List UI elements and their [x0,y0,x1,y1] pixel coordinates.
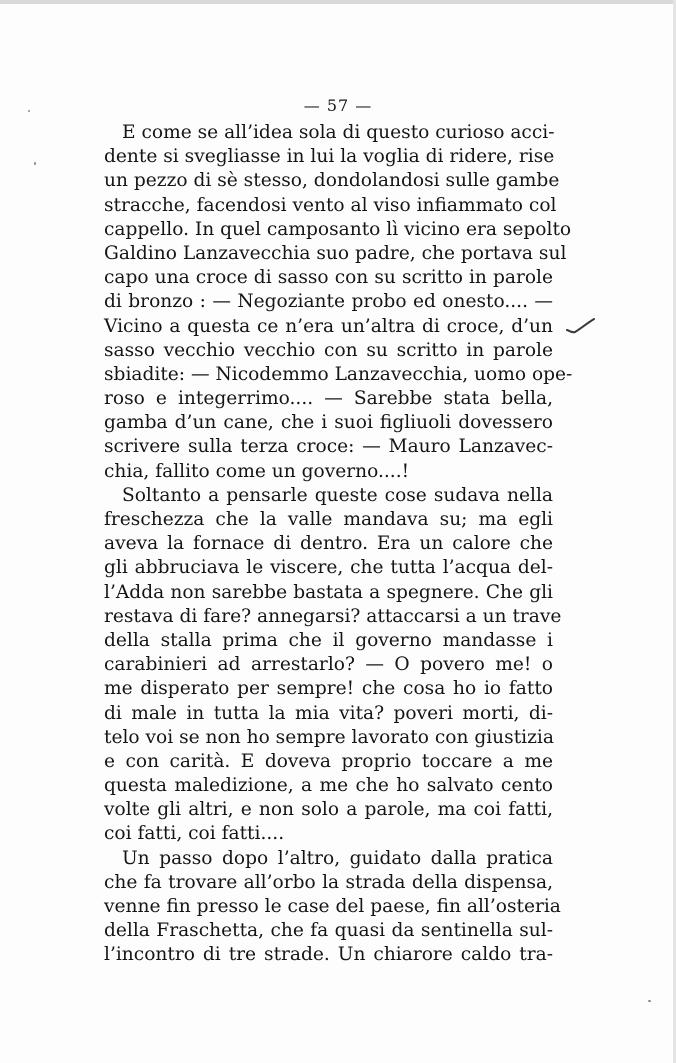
text-line: sasso vecchio vecchio con su scritto in parole [104,339,553,361]
text-line: Un passo dopo l’altro, guidato dalla pratica [122,847,553,869]
pencil-check-mark-icon [566,318,596,336]
text-line: freschezza che la valle mandava su; ma egli [104,509,553,530]
text-line: di male in tutta la mia vita? poveri morti, di- [104,702,553,724]
text-line: di bronzo : — Negoziante probo ed onesto.... — [104,291,553,313]
text-line: volte gli altri, e non solo a parole, ma coi fatti, [104,799,553,821]
page-top-edge [0,0,676,4]
page-speck [648,1000,651,1002]
text-line: carabinieri ad arrestarlo? — O povero me! o [104,654,553,676]
text-line: sbiadite: — Nicodemmo Lanzavecchia, uomo ope- [104,363,573,385]
text-line: della stalla prima che il governo mandasse i [104,629,553,651]
text-line: capo una croce di sasso con su scritto in parole [104,267,553,289]
text-line: scrivere sulla terza croce: — Mauro Lanzavec- [104,436,553,458]
text-line: gamba d’un cane, che i suoi figliuoli dovessero [104,412,553,434]
text-line: chia, fallito come un governo....! [104,460,410,482]
text-line: roso e integerrimo.... — Sarebbe stata bella, [104,388,553,410]
text-line: che fa trovare all’orbo la strada della dispensa, [104,871,553,893]
page-speck [28,110,30,112]
text-line: l’incontro di tre strade. Un chiarore caldo tra- [104,944,553,966]
text-line: della Fraschetta, che fa quasi da sentinella sul- [104,920,553,942]
text-line: l’Adda non sarebbe bastata a spegnere. Che gli [104,581,553,603]
text-line: gli abbruciava le viscere, che tutta l’acqua del- [104,557,553,579]
text-line: Vicino a questa ce n’era un’altra di croce, d’un [104,315,553,337]
text-line: stracche, facendosi vento al viso infiammato col [104,194,557,216]
text-line: Soltanto a pensarle queste cose sudava nella [122,484,553,506]
page-speck [34,162,36,165]
text-line: questa maledizione, a me che ho salvato cento [104,775,553,797]
text-line: dente si svegliasse in lui la voglia di ridere, rise [104,146,555,168]
text-line: coi fatti, coi fatti.... [104,823,285,845]
body-text [104,121,573,968]
text-line: me disperato per sempre! che cosa ho io fatto [104,678,553,700]
text-line: E come se all’idea sola di questo curioso acci- [122,122,555,143]
text-line: aveva la fornace di dentro. Era un calore che [104,533,553,555]
text-line: cappello. In quel camposanto lì vicino era sepolto [104,218,572,240]
text-line: Galdino Lanzavecchia suo padre, che portava sul [104,242,567,264]
page-number: — 57 — [303,96,373,115]
text-line: venne fin presso le case del paese, fin all’osteria [104,896,561,917]
text-line: un pezzo di sè stesso, dondolandosi sulle gambe [104,170,560,192]
text-line: restava di fare? annegarsi? attaccarsi a un trave [104,605,562,627]
text-line: telo voi se non ho sempre lavorato con giustizia [104,726,554,748]
text-line: e con carità. E doveva proprio toccare a me [104,750,553,772]
